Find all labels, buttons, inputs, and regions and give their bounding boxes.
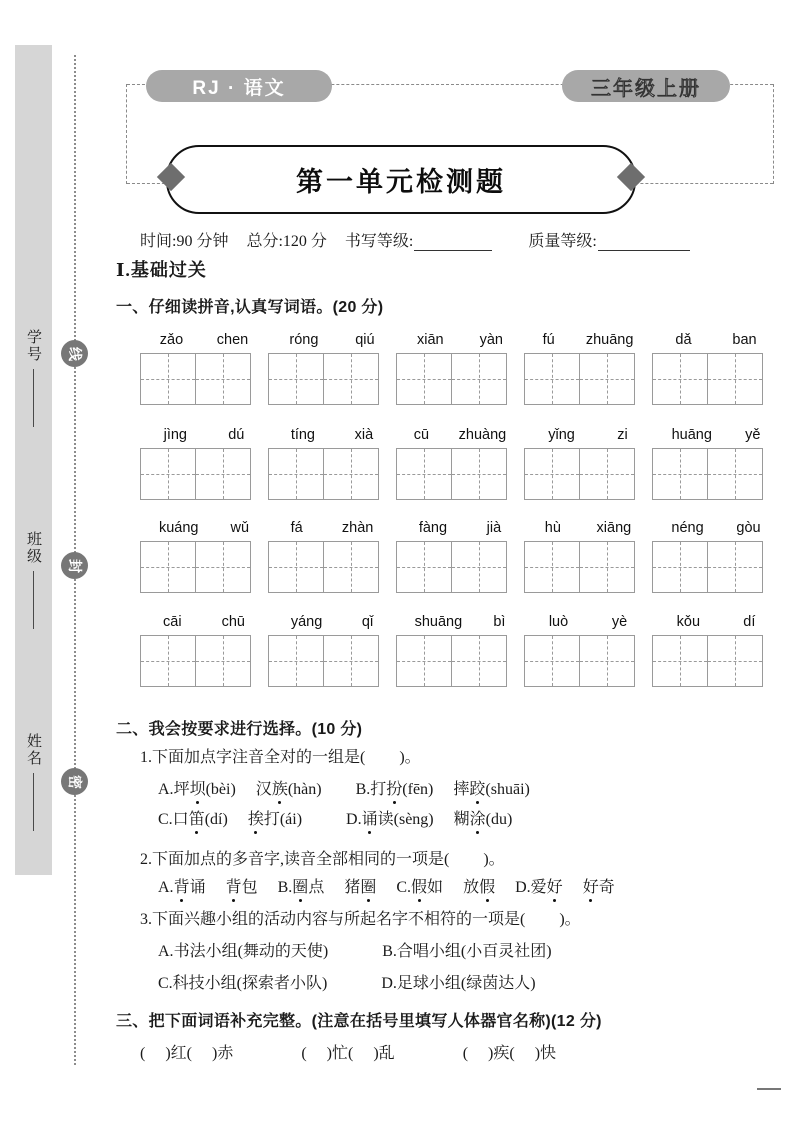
pinyin-syllable: ban (732, 332, 757, 348)
pinyin-labels (268, 518, 396, 538)
meta-writing-grade-label: 书写等级: (344, 233, 414, 250)
question-number: 2. (140, 851, 152, 868)
pinyin-syllable: jìng (163, 427, 187, 443)
option-letter: A. (158, 781, 174, 798)
option-d[interactable] (346, 806, 512, 829)
fill-char: 红 (170, 1045, 187, 1062)
option-char: 如 (427, 879, 444, 896)
option-b[interactable] (278, 874, 377, 897)
grid-cell[interactable] (323, 354, 378, 404)
seal-label-text: 姓名 (25, 733, 41, 767)
write-line (33, 369, 34, 427)
option-pinyin: (hàn) (287, 781, 322, 798)
pinyin-syllable: zhàn (341, 520, 374, 536)
grid-cell[interactable] (525, 449, 579, 499)
pinyin-labels (268, 425, 396, 445)
pinyin-syllable: dǎ (675, 332, 692, 348)
grid-cell[interactable] (269, 449, 323, 499)
pinyin-syllable: huāng (671, 427, 712, 443)
pinyin-group (396, 425, 524, 500)
grid-cell[interactable] (195, 354, 250, 404)
pinyin-labels (524, 425, 652, 445)
pinyin-syllable: wǔ (230, 520, 250, 536)
option-c[interactable] (396, 874, 495, 897)
paren-close: ) (326, 1045, 332, 1062)
pinyin-syllable: néng (671, 520, 704, 536)
writing-grid[interactable] (140, 541, 251, 593)
paren-open: ( (186, 1045, 192, 1062)
option-char: 汉 (255, 781, 272, 798)
pinyin-syllable: fàng (418, 520, 448, 536)
writing-grid[interactable] (652, 635, 763, 687)
paren-close: ) (165, 1045, 171, 1062)
grid-cell[interactable] (525, 636, 579, 686)
writing-grid[interactable] (652, 541, 763, 593)
option-pinyin: (shuāi) (485, 781, 530, 798)
seal-mark-text: 密 (65, 774, 81, 789)
pinyin-group (524, 425, 652, 500)
pinyin-syllable: chen (216, 332, 249, 348)
pinyin-labels (652, 518, 780, 538)
grid-cell[interactable] (653, 636, 707, 686)
pinyin-group (268, 518, 396, 593)
question-tail: )。 (483, 851, 505, 868)
option-char: 读 (377, 811, 394, 828)
option-a[interactable] (158, 938, 328, 961)
writing-grid[interactable] (140, 353, 251, 405)
pinyin-labels (268, 330, 396, 350)
grid-cell[interactable] (451, 542, 506, 592)
grid-cell[interactable] (141, 354, 195, 404)
paren-close: ) (534, 1045, 541, 1062)
section-2-heading: 二、我会按要求进行选择。(10 分) (116, 721, 363, 738)
writing-grid[interactable] (268, 448, 379, 500)
paren-close: ) (488, 1045, 494, 1062)
question-tail: )。 (559, 911, 581, 928)
question-3-stem (140, 906, 581, 929)
paren-open: ( (301, 1045, 307, 1062)
option-letter: A. (158, 879, 174, 896)
grid-cell[interactable] (525, 542, 579, 592)
pinyin-syllable: róng (289, 332, 319, 348)
pinyin-row (140, 425, 780, 500)
pinyin-group (652, 425, 780, 500)
pinyin-labels (652, 612, 780, 632)
pinyin-group (396, 330, 524, 405)
option-char-dotted: 假 (411, 874, 427, 897)
option-char: 打 (263, 811, 280, 828)
pinyin-syllable: qǐ (361, 614, 374, 630)
writing-grid[interactable] (268, 635, 379, 687)
pinyin-group (140, 425, 268, 500)
option-d[interactable] (515, 874, 615, 897)
pinyin-syllable: bì (493, 614, 506, 630)
option-char: 坪 (173, 781, 190, 798)
question-2-stem (140, 846, 505, 869)
writing-grid[interactable] (524, 353, 635, 405)
option-char: 奇 (598, 879, 615, 896)
option-char-dotted: 挨 (248, 806, 264, 829)
seal-label-name (15, 722, 52, 842)
option-char-dotted: 坝 (190, 776, 206, 799)
grid-cell[interactable] (653, 449, 707, 499)
pinyin-group (652, 612, 780, 687)
pinyin-syllable: jià (486, 520, 502, 536)
pinyin-group (652, 330, 780, 405)
option-letter: C. (158, 811, 173, 828)
option-letter: D. (381, 975, 397, 992)
pinyin-syllable: dú (228, 427, 245, 443)
pinyin-group (268, 612, 396, 687)
grid-cell[interactable] (141, 542, 195, 592)
option-text: 科技小组(探索者小队) (172, 975, 328, 992)
pinyin-row (140, 330, 780, 405)
grid-cell[interactable] (579, 449, 634, 499)
pinyin-syllable: xiān (417, 332, 444, 348)
pinyin-syllable: yǐng (548, 427, 575, 443)
pinyin-labels (396, 612, 524, 632)
section-3-heading: 三、把下面词语补充完整。(注意在括号里填写人体器官名称)(12 分) (116, 1013, 602, 1030)
pinyin-syllable: fá (290, 520, 303, 536)
option-c[interactable] (158, 806, 302, 829)
grid-cell[interactable] (707, 636, 762, 686)
option-pinyin: (dí) (204, 811, 228, 828)
pinyin-syllable: yè (611, 614, 628, 630)
question-1-options-line-1 (158, 776, 530, 799)
writing-grid[interactable] (140, 635, 251, 687)
grid-cell[interactable] (195, 449, 250, 499)
seal-mark-mi (61, 768, 88, 795)
option-char: 点 (308, 879, 325, 896)
option-char-dotted: 圈 (360, 874, 376, 897)
option-a[interactable] (158, 874, 258, 897)
seal-mark-feng (61, 552, 88, 579)
meta-total: 总分:120 分 (246, 233, 327, 250)
pinyin-labels (524, 330, 652, 350)
option-letter: A. (158, 943, 174, 960)
seal-label-text: 班级 (25, 531, 41, 565)
writing-grid[interactable] (396, 448, 507, 500)
question-3-options-line-1 (158, 938, 552, 961)
grid-cell[interactable] (323, 542, 378, 592)
pinyin-syllable: qiú (355, 332, 375, 348)
question-text: 下面加点的多音字,读音全部相同的一项是( (152, 851, 450, 868)
option-text: 书法小组(舞动的天使) (173, 943, 329, 960)
seal-mark-text: 线 (65, 346, 81, 361)
writing-grid[interactable] (524, 635, 635, 687)
title-frame (166, 145, 636, 214)
pinyin-row (140, 518, 780, 593)
option-text: 合唱小组(小百灵社团) (396, 943, 552, 960)
pinyin-group (524, 330, 652, 405)
grid-cell[interactable] (451, 636, 506, 686)
option-char-dotted: 背 (174, 874, 190, 897)
pinyin-syllable: zhuāng (585, 332, 634, 348)
section-3-fill-row (140, 1040, 556, 1063)
write-line (33, 773, 34, 831)
grid-cell[interactable] (269, 354, 323, 404)
option-a[interactable] (158, 776, 322, 799)
pinyin-labels (524, 518, 652, 538)
question-tail: )。 (399, 749, 421, 766)
writing-grid[interactable] (652, 448, 763, 500)
pinyin-labels (652, 330, 780, 350)
pinyin-syllable: gòu (736, 520, 761, 536)
seal-label-student-number (15, 318, 52, 438)
pinyin-syllable: xià (354, 427, 374, 443)
option-char-dotted: 好 (583, 874, 599, 897)
option-letter: D. (515, 879, 531, 896)
pinyin-labels (396, 518, 524, 538)
option-b[interactable] (382, 938, 551, 961)
grid-cell[interactable] (525, 354, 579, 404)
question-text: 下面加点字注音全对的一组是( (152, 749, 366, 766)
option-char: 打 (370, 781, 387, 798)
seal-label-class (15, 520, 52, 640)
option-char: 诵 (189, 879, 206, 896)
option-char-dotted: 扮 (386, 776, 402, 799)
meta-quality-grade-label: 质量等级: (528, 233, 597, 250)
pinyin-group (652, 518, 780, 593)
option-char: 猪 (344, 879, 361, 896)
option-b[interactable] (356, 776, 530, 799)
pinyin-syllable: kuáng (158, 520, 199, 536)
grade-badge: 三年级上册 (562, 70, 730, 102)
option-pinyin: (fēn) (402, 781, 434, 798)
option-char-dotted: 族 (272, 776, 288, 799)
grid-cell[interactable] (195, 542, 250, 592)
question-1-options-line-2 (158, 806, 512, 829)
option-char-dotted: 圈 (292, 874, 308, 897)
page-footer-mark (757, 1088, 781, 1090)
option-letter: D. (346, 811, 362, 828)
pinyin-labels (268, 612, 396, 632)
pinyin-group (140, 518, 268, 593)
grid-cell[interactable] (707, 542, 762, 592)
pinyin-syllable: zhuàng (458, 427, 507, 443)
pinyin-syllable: cāi (163, 614, 182, 630)
pinyin-group (524, 612, 652, 687)
page-title: 第一单元检测题 (296, 167, 506, 197)
grid-cell[interactable] (195, 636, 250, 686)
pinyin-syllable: kǒu (676, 614, 701, 630)
grid-cell[interactable] (269, 542, 323, 592)
option-char-dotted: 跤 (469, 776, 485, 799)
question-2-options (158, 874, 615, 897)
paren-open: ( (462, 1045, 469, 1062)
grid-cell[interactable] (397, 636, 451, 686)
seal-mark-text: 封 (65, 558, 81, 573)
pinyin-syllable: hù (544, 520, 561, 536)
writing-grid[interactable] (396, 353, 507, 405)
grid-cell[interactable] (707, 449, 762, 499)
paren-close: ) (373, 1045, 379, 1062)
grid-cell[interactable] (653, 354, 707, 404)
writing-grid[interactable] (396, 541, 507, 593)
question-text: 下面兴趣小组的活动内容与所起名字不相符的一项是( (152, 911, 526, 928)
option-letter: B. (382, 943, 397, 960)
fill-item[interactable] (301, 1040, 394, 1063)
fill-char: 忙 (332, 1045, 349, 1062)
seal-label-text: 学号 (25, 329, 41, 363)
section-1-heading: 一、仔细读拼音,认真写词语。(20 分) (116, 299, 384, 316)
write-line (33, 571, 34, 629)
option-c[interactable] (158, 970, 327, 993)
option-char-dotted: 好 (547, 874, 563, 897)
pinyin-labels (140, 425, 268, 445)
fill-char: 赤 (217, 1045, 234, 1062)
fill-char: 快 (540, 1045, 557, 1062)
writing-grid[interactable] (524, 448, 635, 500)
grid-cell[interactable] (451, 449, 506, 499)
pinyin-syllable: zǎo (159, 332, 184, 348)
option-char: 摔 (453, 781, 470, 798)
option-letter: C. (158, 975, 173, 992)
pinyin-labels (396, 425, 524, 445)
pinyin-syllable: chū (221, 614, 245, 630)
pinyin-group (268, 330, 396, 405)
paren-open: ( (140, 1045, 146, 1062)
grid-cell[interactable] (579, 542, 634, 592)
pinyin-group (268, 425, 396, 500)
pinyin-group (524, 518, 652, 593)
pinyin-labels (524, 612, 652, 632)
fill-item[interactable] (140, 1040, 233, 1063)
option-letter: B. (355, 781, 371, 798)
writing-grid[interactable] (524, 541, 635, 593)
option-pinyin: (du) (485, 811, 513, 828)
option-pinyin: (sèng) (393, 811, 434, 828)
grid-cell[interactable] (141, 636, 195, 686)
grid-cell[interactable] (141, 449, 195, 499)
option-char-dotted: 假 (479, 874, 495, 897)
grid-cell[interactable] (451, 354, 506, 404)
part-label: Ⅰ.基础过关 (116, 260, 207, 280)
option-d[interactable] (381, 970, 535, 993)
option-char: 糊 (453, 811, 470, 828)
option-char-dotted: 诵 (362, 806, 378, 829)
writing-grid[interactable] (140, 448, 251, 500)
exam-meta-line (140, 228, 780, 251)
writing-grid[interactable] (652, 353, 763, 405)
grid-cell[interactable] (397, 354, 451, 404)
paren-open: ( (509, 1045, 515, 1062)
grid-cell[interactable] (397, 542, 451, 592)
writing-grid[interactable] (396, 635, 507, 687)
seal-mark-xian (61, 340, 88, 367)
pinyin-syllable: xiāng (596, 520, 632, 536)
option-char-dotted: 笛 (189, 806, 205, 829)
option-char: 爱 (530, 879, 547, 896)
pinyin-group (140, 612, 268, 687)
fill-char: 乱 (378, 1045, 395, 1062)
option-char-dotted: 背 (226, 874, 242, 897)
grid-cell[interactable] (397, 449, 451, 499)
option-char: 放 (463, 879, 480, 896)
option-char: 口 (172, 811, 189, 828)
pinyin-syllable: tíng (290, 427, 315, 443)
option-pinyin: (bèi) (205, 781, 236, 798)
paren-open: ( (348, 1045, 354, 1062)
fill-char: 疾 (493, 1045, 510, 1062)
pinyin-row (140, 612, 780, 687)
subject-badge: RJ · 语文 (146, 70, 332, 102)
pinyin-group (396, 612, 524, 687)
question-1-stem (140, 744, 421, 767)
paren-close: ) (212, 1045, 218, 1062)
pinyin-syllable: yáng (290, 614, 323, 630)
pinyin-syllable: yě (745, 427, 761, 443)
meta-time: 时间:90 分钟 (140, 233, 229, 250)
grid-cell[interactable] (707, 354, 762, 404)
option-letter: B. (277, 879, 293, 896)
pinyin-syllable: dí (743, 614, 756, 630)
writing-grid[interactable] (268, 541, 379, 593)
question-3-options-line-2 (158, 970, 536, 993)
option-text: 足球小组(绿茵达人) (396, 975, 536, 992)
pinyin-syllable: luò (548, 614, 569, 630)
pinyin-labels (140, 612, 268, 632)
pinyin-group (396, 518, 524, 593)
grid-cell[interactable] (323, 449, 378, 499)
pinyin-syllable: yàn (479, 332, 503, 348)
pinyin-syllable: fú (542, 332, 555, 348)
quality-grade-blank[interactable] (598, 235, 690, 251)
pinyin-labels (140, 330, 268, 350)
pinyin-labels (396, 330, 524, 350)
option-pinyin: (ái) (279, 811, 303, 828)
grid-cell[interactable] (579, 636, 634, 686)
question-number: 3. (140, 911, 152, 928)
pinyin-group (140, 330, 268, 405)
grid-cell[interactable] (269, 636, 323, 686)
option-char-dotted: 涂 (470, 806, 486, 829)
pinyin-syllable: cū (413, 427, 430, 443)
option-char: 包 (241, 879, 258, 896)
grid-cell[interactable] (653, 542, 707, 592)
pinyin-labels (140, 518, 268, 538)
option-letter: C. (396, 879, 412, 896)
writing-grid[interactable] (268, 353, 379, 405)
grid-cell[interactable] (323, 636, 378, 686)
question-number: 1. (140, 749, 152, 766)
pinyin-syllable: zi (617, 427, 628, 443)
writing-grade-blank[interactable] (414, 235, 492, 251)
pinyin-labels (652, 425, 780, 445)
fill-item[interactable] (463, 1040, 556, 1063)
grid-cell[interactable] (579, 354, 634, 404)
pinyin-syllable: shuāng (414, 614, 463, 630)
